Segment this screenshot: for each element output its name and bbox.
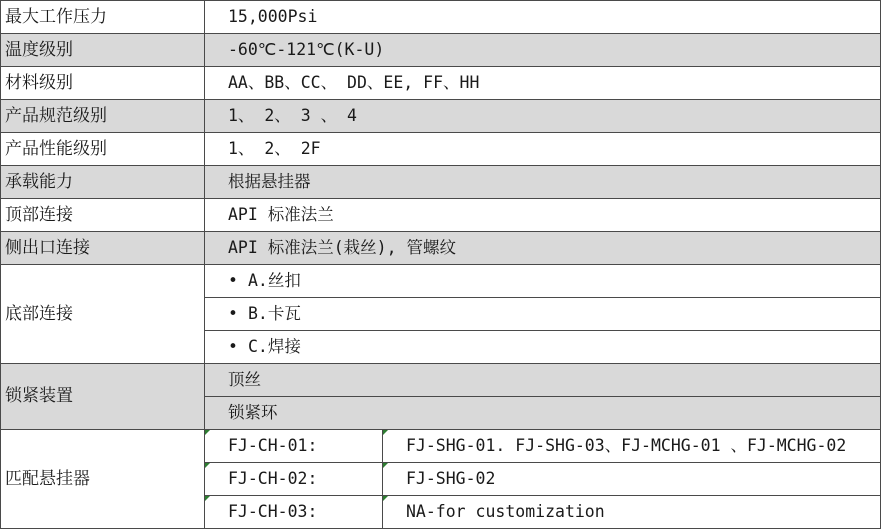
spec-row-product-spec (1, 100, 881, 133)
row-label: 材料级别 (1, 67, 205, 100)
spec-row-bottom-connection (1, 265, 881, 298)
hanger-model: FJ-CH-02: (205, 463, 383, 496)
bullet-icon: • (228, 336, 238, 356)
list-item-text: B.卡瓦 (248, 303, 301, 323)
spec-row-temperature (1, 34, 881, 67)
list-item-text: C.焊接 (248, 336, 301, 356)
bullet-icon: • (228, 270, 238, 290)
spec-row-load-capacity (1, 166, 881, 199)
spec-row-matching-hanger (1, 430, 881, 463)
row-value: 锁紧环 (205, 397, 881, 430)
spec-row-max-pressure (1, 1, 881, 34)
row-value: 15,000Psi (205, 1, 881, 34)
spec-row-material (1, 67, 881, 100)
spec-row-performance (1, 133, 881, 166)
row-label: 温度级别 (1, 34, 205, 67)
list-item (205, 331, 881, 364)
spec-row-top-connection (1, 199, 881, 232)
spec-row-lock-device (1, 364, 881, 397)
hanger-match: FJ-SHG-01. FJ-SHG-03、FJ-MCHG-01 、FJ-MCHG-02 (383, 430, 881, 463)
list-item (205, 265, 881, 298)
hanger-model: FJ-CH-01: (205, 430, 383, 463)
hanger-model: FJ-CH-03: (205, 496, 383, 529)
list-item-text: A.丝扣 (248, 270, 301, 290)
hanger-match: FJ-SHG-02 (383, 463, 881, 496)
spec-row-side-outlet (1, 232, 881, 265)
row-value: 顶丝 (205, 364, 881, 397)
row-label: 顶部连接 (1, 199, 205, 232)
row-label: 最大工作压力 (1, 1, 205, 34)
row-label: 产品性能级别 (1, 133, 205, 166)
row-label: 承载能力 (1, 166, 205, 199)
row-value: API 标准法兰(栽丝), 管螺纹 (205, 232, 881, 265)
row-label: 侧出口连接 (1, 232, 205, 265)
row-label: 底部连接 (1, 265, 205, 364)
row-label: 匹配悬挂器 (1, 430, 205, 529)
row-value: API 标准法兰 (205, 199, 881, 232)
row-label: 产品规范级别 (1, 100, 205, 133)
hanger-match: NA-for customization (383, 496, 881, 529)
row-label: 锁紧装置 (1, 364, 205, 430)
row-value: -60℃-121℃(K-U) (205, 34, 881, 67)
bullet-icon: • (228, 303, 238, 323)
row-value: AA、BB、CC、 DD、EE, FF、HH (205, 67, 881, 100)
row-value: 根据悬挂器 (205, 166, 881, 199)
row-value: 1、 2、 3 、 4 (205, 100, 881, 133)
row-value: 1、 2、 2F (205, 133, 881, 166)
list-item (205, 298, 881, 331)
